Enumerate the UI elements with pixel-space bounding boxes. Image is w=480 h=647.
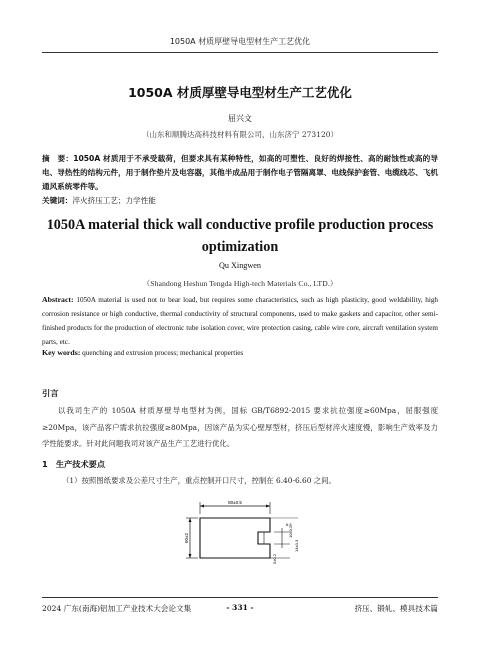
page-number: - 331 - [226,603,254,612]
intro-paragraph: 以我司生产的 1050A 材质厚壁导电型材为例，国标 GB/T6892-2015 要求抗拉强度≥60Mpa，屈服强度≥20Mpa，该产品客户需求抗拉强度≥80Mpa，因该产品为实心壁厚型材，挤压后型材淬火速度慢，影响生产效率及力学性能要求。针对此问题我司对该产品生产工艺进行优化。 [42,406,438,448]
dim-right-d: 14±0.3 [294,539,299,552]
chinese-author: 屈兴文 [228,114,252,123]
footer-section: 挤压、锻轧、模具技术篇 [354,604,438,613]
chinese-affiliation: （山东和顺腾达高科技材料有限公司，山东济宁 273120） [141,130,338,139]
english-keywords-label: Key words: [42,348,81,357]
chinese-title: 1050A 材质厚壁导电型材生产工艺优化 [128,85,352,100]
dim-left: 60±2 [184,533,189,543]
running-head: 1050A 材质厚壁导电型材生产工艺优化 [169,37,311,46]
chinese-abstract-label: 摘 要： [42,154,74,163]
chinese-keywords-text: 淬火挤压工艺；力学性能 [72,196,156,205]
chinese-keywords [42,195,438,206]
english-affiliation: （Shandong Heshun Tengda High-tech Materials Co., LTD.） [142,279,338,288]
section-1-heading: 1 生产技术要点 [42,459,106,469]
chinese-abstract [42,152,438,194]
english-abstract-label: Abstract: [42,295,74,304]
english-abstract-text: 1050A material is used not to bear load, but requires some characteristics, such as high plasticity, good weldability, high corrosion resistance or high conductive, thermal conductivity of structural components, used to make gaskets and capacitor, other semi-finished products for the production of electronic tube isolation cover, wire protection casing, cable wire core, aircraft ventilation system parts, etc. [42,296,439,346]
dim-right-c: 5±0.2 [272,554,277,564]
english-keywords-text: quenching and extrusion process; mechanical properties [82,349,244,357]
english-abstract [42,293,438,349]
chinese-keywords-label: 关键词： [42,196,73,205]
footer-rule [42,597,438,598]
dim-right-a: 6.5 [286,522,292,527]
english-author: Qu Xingwen [218,261,262,270]
dim-top: 80±0.5 [228,500,242,505]
english-title: 1050A material thick wall conductive profile production process optimization [46,217,434,255]
profile-drawing [178,498,308,580]
english-keywords [42,348,438,357]
intro-heading: 引言 [42,388,59,398]
chinese-abstract-text: 1050A 材质用于不承受载荷，但要求具有某种特性，如高的可塑性、良好的焊接性、高的耐蚀性或高的导电、导热性的结构元件，用于制作垫片及电容器，其他半成品用于制作电子管隔离罩、电线保护套管、电缆线芯、飞机通风系统零件等。 [42,154,439,191]
section-1-item-1: （1）按照图纸要求及公差尺寸生产，重点控制开口尺寸，控制在 6.40-6.60 之间。 [62,476,336,485]
footer-proceedings: 2024 广东(南海)铝加工产业技术大会论文集 [42,604,192,613]
header-rule [42,52,438,53]
dim-right-b: 10±0.2 [288,525,293,538]
